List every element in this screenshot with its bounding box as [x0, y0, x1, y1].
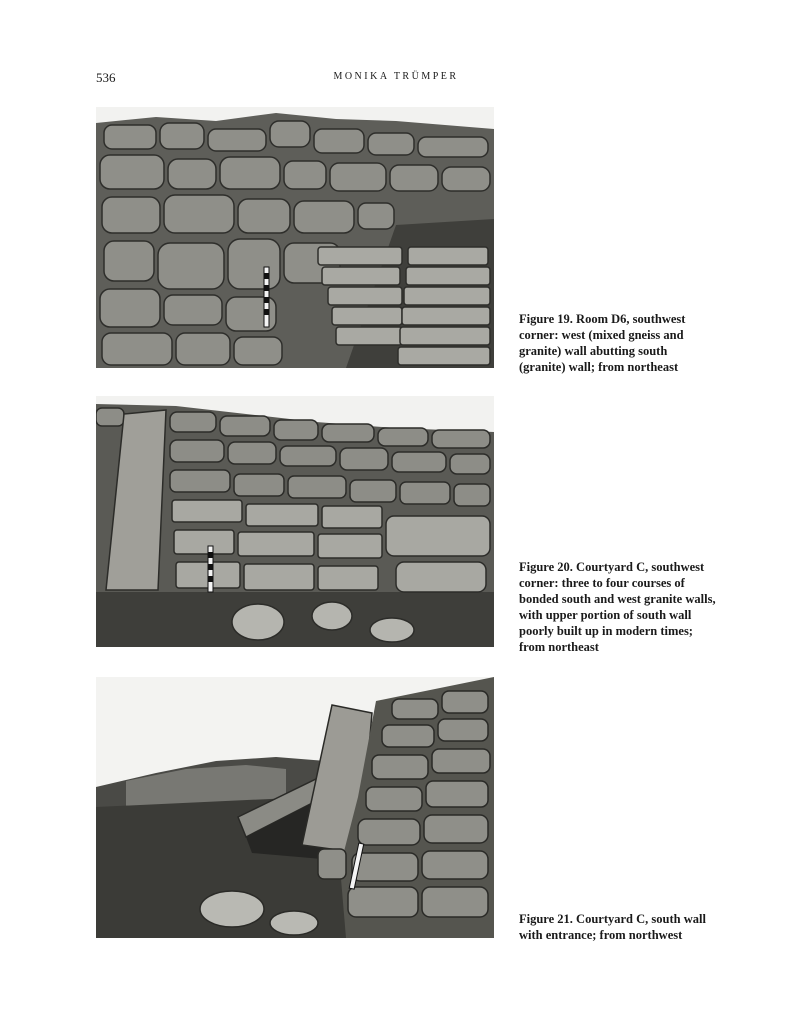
page-number: 536 [96, 70, 116, 85]
figure-19-photo [96, 107, 494, 368]
figure-19-caption: Figure 19. Room D6, southwest corner: west (mixed gneiss and granite) wall abutting south (granite) wall; from northeast [519, 312, 686, 374]
figure-21-photo [96, 677, 494, 938]
running-head [96, 70, 696, 88]
running-head-author: MONIKA TRÜMPER [333, 71, 459, 82]
figure-20-caption: Figure 20. Courtyard C, southwest corner: three to four courses of bonded south and west granite walls, with upper portion of south wall poorly built up in modern times; from northeast [519, 560, 716, 654]
figure-21-caption: Figure 21. Courtyard C, south wall with entrance; from northwest [519, 912, 706, 942]
figure-20-photo [96, 396, 494, 647]
